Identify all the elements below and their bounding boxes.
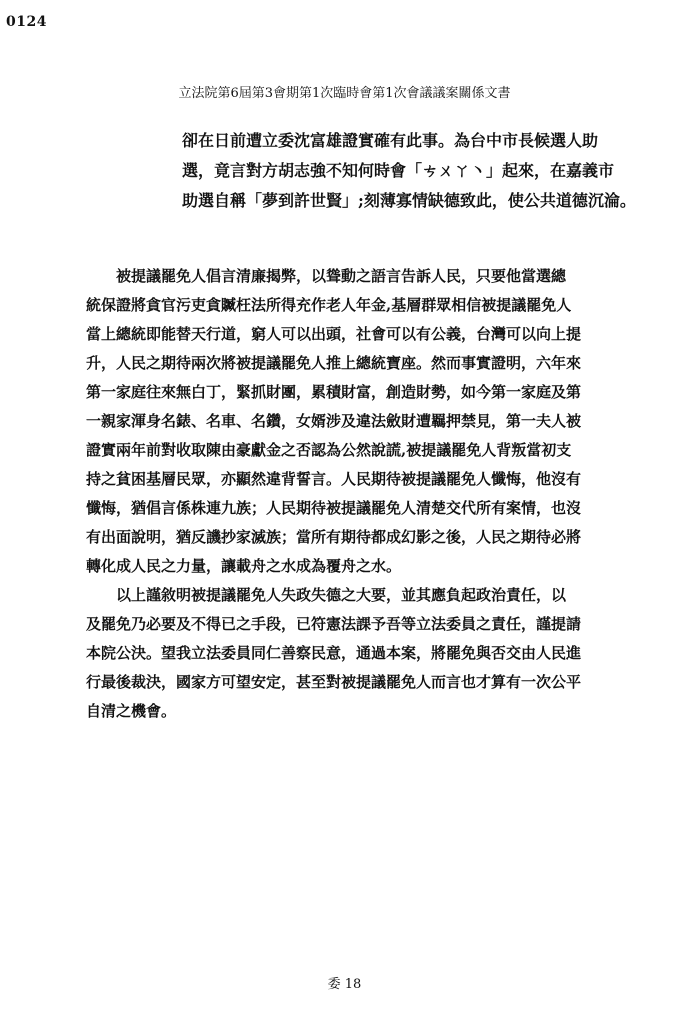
- paragraph-line: 以上謹敘明被提議罷免人失政失德之大要，並其應負起政治責任，以: [86, 586, 567, 604]
- quote-line: 助選自稱「夢到許世賢」;刻薄寡情缺德致此，使公共道德沉淪。: [182, 191, 636, 210]
- paragraph-line: 當上總統即能替天行道，窮人可以出頭，社會可以有公義，台灣可以向上提: [86, 325, 582, 343]
- paragraph-line: 本院公決。望我立法委員同仁善察民意，通過本案，將罷免與否交由人民進: [86, 644, 582, 662]
- corner-page-number: 0124: [6, 14, 47, 30]
- quote-line: 選，竟言對方胡志強不知何時會「ㄘㄨㄚ丶」起來，在嘉義市: [182, 161, 615, 180]
- paragraph-line: 有出面說明，猶反譏抄家滅族；當所有期待都成幻影之後，人民之期待必將: [86, 528, 582, 546]
- paragraph-line: 統保證將貪官污吏貪贓枉法所得充作老人年金,基層群眾相信被提議罷免人: [86, 296, 572, 314]
- paragraph-line: 證實兩年前對收取陳由豪獻金之否認為公然說謊,被提議罷免人背叛當初支: [86, 441, 572, 459]
- paragraph-line: 持之貧困基層民眾，亦顯然違背誓言。人民期待被提議罷免人懺悔，他沒有: [86, 470, 582, 488]
- paragraph-line: 懺悔，猶倡言係株連九族；人民期待被提議罷免人清楚交代所有案情，也沒: [86, 499, 582, 517]
- footer-page-number: 委 18: [327, 977, 362, 992]
- running-header: 立法院第6屆第3會期第1次臨時會第1次會議議案關係文書: [178, 86, 511, 101]
- paragraph-line: 行最後裁決，國家方可望安定，甚至對被提議罷免人而言也才算有一次公平: [86, 673, 582, 691]
- paragraph-line: 及罷免乃必要及不得已之手段，已符憲法課予吾等立法委員之責任，謹提請: [86, 615, 582, 633]
- paragraph-line: 升，人民之期待兩次將被提議罷免人推上總統寶座。然而事實證明，六年來: [86, 354, 582, 372]
- paragraph-line: 轉化成人民之力量，讓載舟之水成為覆舟之水。: [86, 557, 402, 575]
- quote-line: 卻在日前遭立委沈富雄證實確有此事。為台中市長候選人助: [182, 131, 599, 150]
- paragraph-1: [86, 262, 641, 581]
- paragraph-line: 自清之機會。: [86, 702, 177, 720]
- paragraph-2: [86, 581, 641, 726]
- paragraph-line: 一親家渾身名錶、名車、名鑽，女婿涉及違法斂財遭羈押禁見，第一夫人被: [86, 412, 582, 430]
- paragraph-line: 被提議罷免人倡言清廉揭弊，以聳動之語言告訴人民，只要他當選總: [86, 267, 567, 285]
- quoted-passage: [182, 126, 636, 216]
- paragraph-line: 第一家庭往來無白丁，緊抓財團，累積財富，創造財勢，如今第一家庭及第: [86, 383, 582, 401]
